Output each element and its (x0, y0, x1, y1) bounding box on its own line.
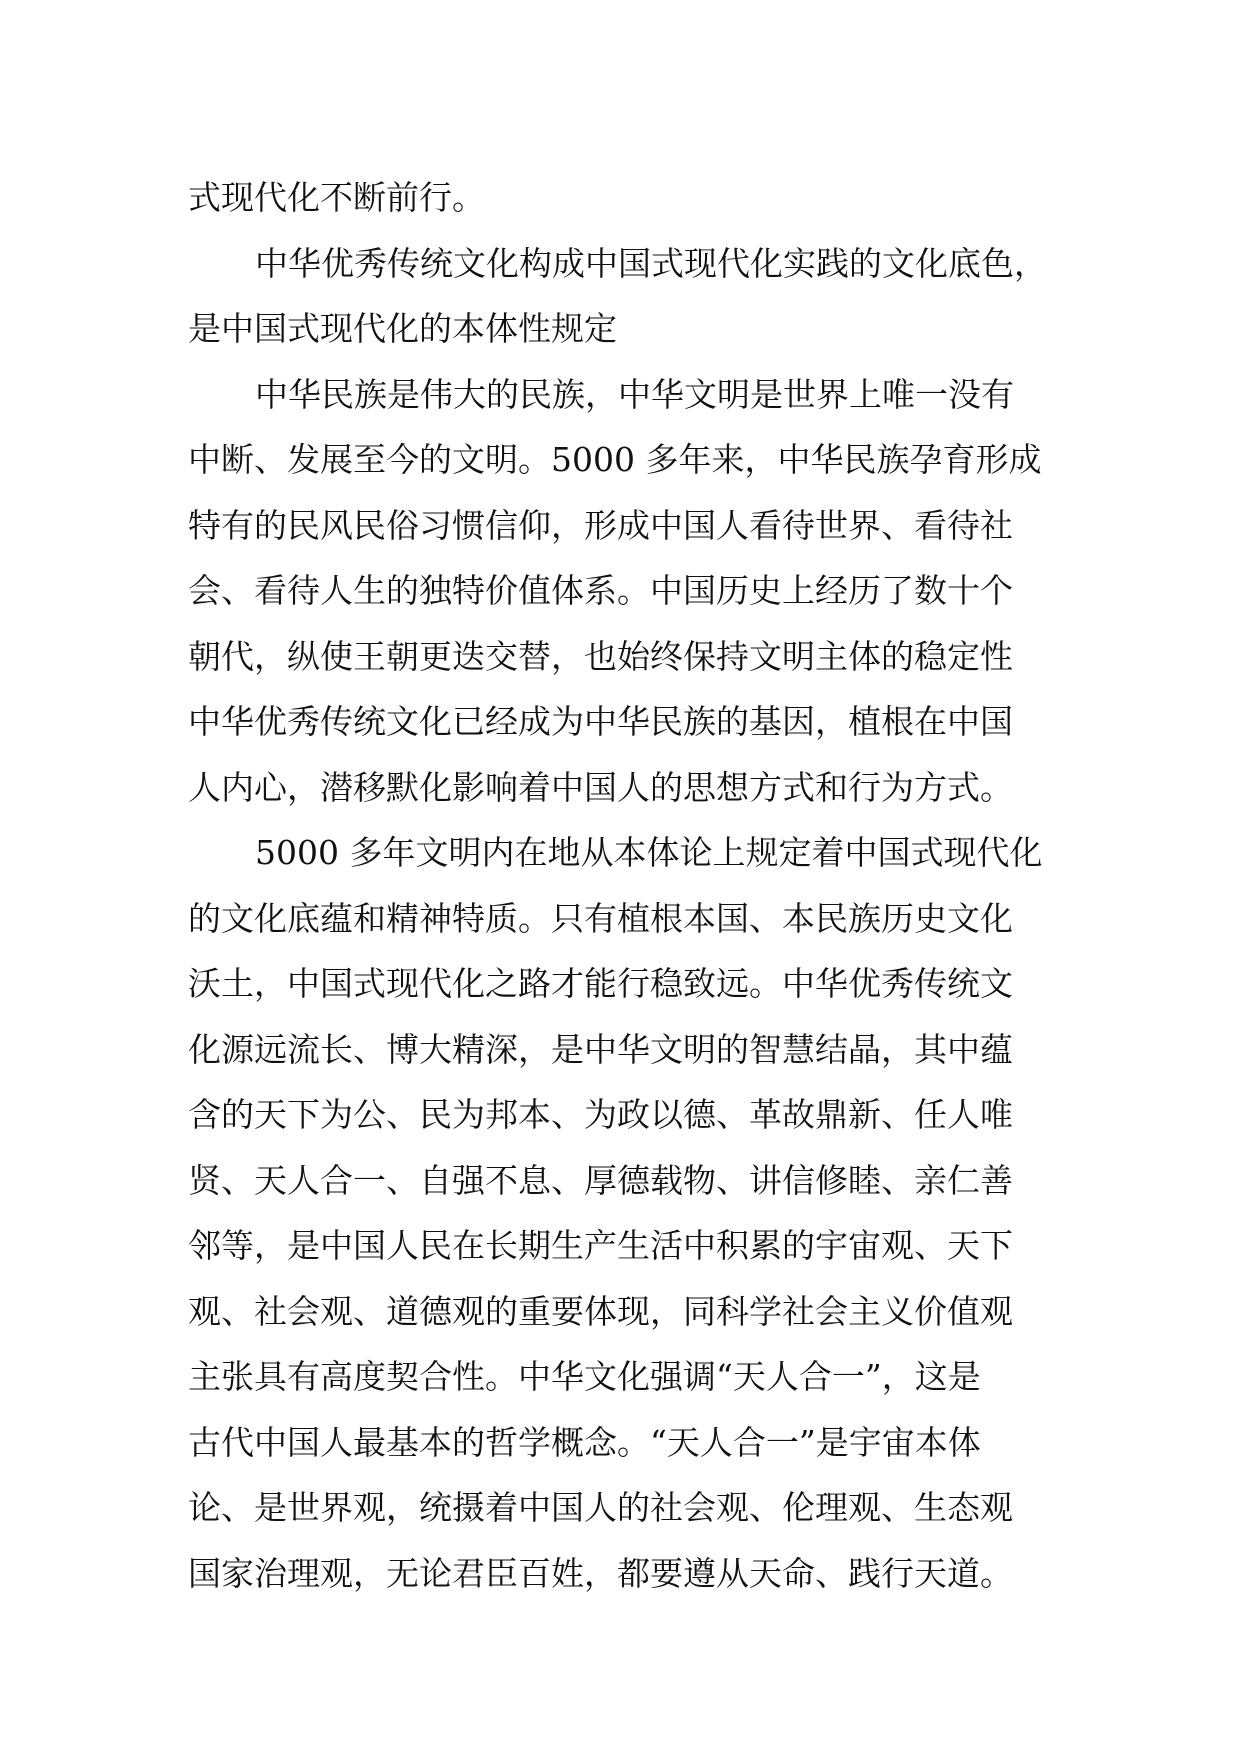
text-line: 古代中国人最基本的哲学概念。“天人合一”是宇宙本体 (188, 1422, 981, 1462)
text-line: 邻等，是中国人民在长期生产生活中积累的宇宙观、天下 (188, 1226, 1013, 1265)
text-line: 主张具有高度契合性。中华文化强调“天人合一”，这是 (188, 1357, 981, 1396)
text-line: 贤、天人合一、自强不息、厚德载物、讲信修睦、亲仁善 (188, 1160, 1013, 1200)
text-line: 朝代，纵使王朝更迭交替，也始终保持文明主体的稳定性 (188, 636, 1013, 676)
text-line: 5000 多年文明内在地从本体论上规定着中国式现代化 (255, 833, 1043, 872)
text-line: 特有的民风民俗习惯信仰，形成中国人看待世界、看待社 (188, 505, 1013, 545)
text-line: 人内心，潜移默化影响着中国人的思想方式和行为方式。 (188, 767, 1013, 807)
text-line: 沃土，中国式现代化之路才能行稳致远。中华优秀传统文 (188, 964, 1013, 1003)
text-line: 中华优秀传统文化已经成为中华民族的基因，植根在中国 (188, 702, 1013, 741)
document-body (188, 165, 1064, 1606)
text-line: 含的天下为公、民为邦本、为政以德、革故鼎新、任人唯 (188, 1095, 1013, 1134)
text-line: 化源远流长、博大精深，是中华文明的智慧结晶，其中蕴 (188, 1029, 1013, 1069)
text-line: 的文化底蕴和精神特质。只有植根本国、本民族历史文化 (188, 898, 1013, 938)
text-line: 中华民族是伟大的民族，中华文明是世界上唯一没有 (255, 374, 1014, 414)
text-line: 式现代化不断前行。 (188, 178, 485, 217)
text-line: 会、看待人生的独特价值体系。中国历史上经历了数十个 (188, 571, 1013, 610)
section-heading-line: 是中国式现代化的本体性规定 (188, 309, 617, 348)
section-heading-line: 中华优秀传统文化构成中国式现代化实践的文化底色， (255, 243, 1047, 283)
text-line: 论、是世界观，统摄着中国人的社会观、伦理观、生态观 (188, 1488, 1013, 1527)
text-line: 观、社会观、道德观的重要体现，同科学社会主义价值观 (188, 1291, 1013, 1331)
text-line: 中断、发展至今的文明。5000 多年来，中华民族孕育形成 (188, 440, 1042, 479)
text-line: 国家治理观，无论君臣百姓，都要遵从天命、践行天道。 (188, 1553, 1013, 1593)
